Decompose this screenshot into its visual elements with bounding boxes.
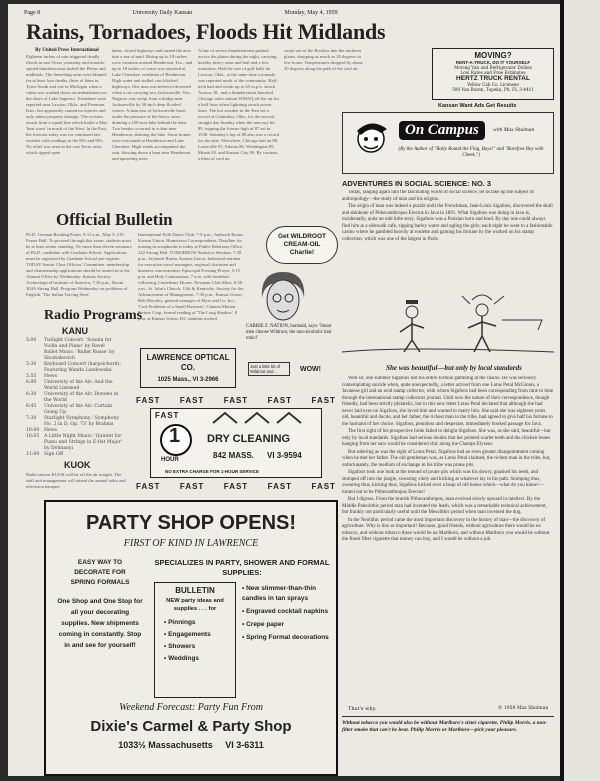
party-items-list bbox=[158, 617, 232, 665]
fast-label: FAST bbox=[267, 482, 293, 491]
radio-program-time: 6:30 bbox=[26, 392, 37, 397]
byline: By United Press International bbox=[35, 48, 99, 53]
fast-label: FAST bbox=[311, 482, 336, 491]
radio-program-row bbox=[26, 404, 126, 416]
radio-program-text: Ballet Music: 'Ballet Russe' by Shostakovich bbox=[44, 350, 115, 361]
bullet-icon: • bbox=[242, 634, 247, 641]
column-paragraph-2: The origin of man was indeed a puzzle until the Frenchman, Jean-Louis Sigafoos, discovered the skull and shinbone of Pithecanthropus Erectus in Java in 1891. What Sigafoos was doing in Java is, incidentally, quite an odd little story. Sigafoos was a Parisian born and bred. By day one could always find him at a sidewalk cafe, sipping barley water and ogling the girls; each night he went to a fashionable casino where he gambled heavily at roulette and gaining his fortune by the worked on his stamp collection, which was one of the largest in Paris. bbox=[342, 204, 553, 242]
party-store-name: Dixie's Carmel & Party Shop bbox=[90, 718, 292, 735]
column-footer-ad: Without tobacco you would also be without Marlboro's sister cigarette, Philip Morris, a non-filter smoke that can't be beat. Philip Morris or Marlboro—pick your pleasure. bbox=[342, 716, 554, 734]
story-col-4: swept out of the Rockies into the northern plains, dropping as much as 20 degrees in few hours. Temperatures dropped by about 20 degrees along the path of the cool air. bbox=[284, 48, 363, 71]
radio-kanu: KANU bbox=[62, 326, 88, 336]
radio-program-time: 10:05 bbox=[26, 434, 40, 439]
radio-program-row bbox=[26, 416, 126, 428]
party-item-right-label: Crepe paper bbox=[246, 621, 285, 628]
column-paragraph-5: But sobering as was the sight of Lotus Petal, Sigafoos had an even greater disappointment coming when he met her father. The old gentleman was, as Lotus Petal claimed, the richest man in the tribe, but, unfortunately, the medium of exchange in his tribe was prune pits. bbox=[342, 449, 551, 468]
party-item bbox=[158, 629, 232, 641]
moving-line-6: 500 Van Buren, Topeka, Ph. FL 3-4411 bbox=[452, 87, 534, 92]
radio-program-text: University of the Air: And the World Listened bbox=[44, 380, 113, 391]
radio-program-text: A Little Night Music: 'Quintet for Piano and Strings in E-flat Major' by Dohnanyi bbox=[44, 434, 123, 451]
party-item bbox=[158, 653, 232, 665]
cleaning-service: DRY CLEANING bbox=[207, 433, 291, 445]
party-item-label: Engagements bbox=[168, 631, 211, 638]
radio-program-text: University of the Air: Dorsets in the World bbox=[44, 392, 119, 403]
cleaning-phone: VI 3-9594 bbox=[267, 451, 302, 460]
wildroot-caption: CARRIE Z. NATION, barmaid, says: 'Smart men choose Wildroot, the non-alcoholic hair tonic!' bbox=[246, 324, 332, 341]
woman-portrait-icon bbox=[256, 268, 310, 324]
radio-program-time: 5:55 bbox=[26, 374, 37, 379]
radio-title: Radio Programs bbox=[44, 308, 143, 323]
wildroot-tag-1: Just a little bit of Wildroot and... bbox=[248, 362, 290, 376]
oncampus-author: with Max Shulman bbox=[493, 127, 535, 133]
party-item-label: Showers bbox=[168, 643, 196, 650]
radio-program-row bbox=[26, 338, 126, 350]
party-item-right bbox=[242, 607, 334, 617]
oncampus-title: On Campus bbox=[399, 121, 485, 140]
column-paragraph-8: In the Neolithic period came the most important discovery in the history of man—the discovery of agriculture. Why is this so important? Because, good friends, without agriculture there would be no tobacco, and without tobacco there would be no Marlboro, and without Marlboro you would be without the finest filter cigarette that money can buy, and I would be without a job. bbox=[342, 517, 550, 542]
ad-moving bbox=[432, 48, 554, 100]
fast-label: FAST bbox=[223, 396, 249, 405]
radio-program-row bbox=[26, 392, 126, 404]
fast-label: FAST bbox=[179, 482, 205, 491]
wildroot-bubble: Get WILDROOT CREAM-OIL Charlie! bbox=[266, 226, 338, 264]
bullet-icon: • bbox=[242, 608, 247, 615]
cartoon-illustration bbox=[342, 290, 554, 372]
radio-program-time: 10:00 bbox=[26, 428, 40, 433]
bullet-icon: • bbox=[164, 631, 169, 638]
cleaning-panel bbox=[150, 408, 322, 478]
moving-line-2: Moving Van and Refrigerator Dollies bbox=[454, 65, 532, 70]
column-paragraph-6: Sigafoos took one look at the mound of prune pits which was his dowry, gnashed his teeth, and stomped off into the jungle, swearing vilely and kicking at whatever lay in his path. Stomping thus, swearing thus, kicking thus, Sigafoos kicked over a heap of old bones which—what do you know!—turned out to be Pithecanthropus Erectus! bbox=[342, 470, 544, 495]
page-number: Page 8 bbox=[24, 10, 41, 16]
radio-program-row bbox=[26, 350, 126, 362]
newspaper-page bbox=[8, 4, 560, 776]
party-bulletin-box bbox=[154, 582, 236, 698]
party-item bbox=[158, 641, 232, 653]
radio-program-time: 5:00 bbox=[26, 338, 37, 343]
cartoon-drawing-icon bbox=[342, 290, 554, 360]
party-left-line-2: DECORATE FOR bbox=[74, 569, 126, 576]
ad-party-shop bbox=[44, 500, 338, 776]
cleaning-address: 842 MASS. bbox=[213, 451, 254, 460]
party-item-right-label: Spring Formal decorations bbox=[246, 634, 329, 641]
bullet-icon: • bbox=[242, 585, 247, 592]
cleaning-extra: NO EXTRA CHARGE FOR 1-HOUR SERVICE bbox=[165, 469, 260, 474]
bullet-icon: • bbox=[164, 655, 169, 662]
moving-title: MOVING? bbox=[474, 51, 512, 60]
party-specializes: SPECIALIZES IN PARTY, SHOWER AND FORMAL SUPPLIES: bbox=[154, 558, 330, 577]
party-item-right bbox=[242, 620, 334, 630]
oncampus-banner bbox=[342, 112, 554, 174]
moving-line-1: RENT-A-TRUCK, DO IT YOURSELF bbox=[455, 60, 531, 65]
party-address: 1033½ Massachusetts VI 3-6311 bbox=[118, 740, 264, 750]
bulletin-right: International Folk Dance Club, 7-9 p.m., Jayhawk Room, Kansas Union. Hometown Correspondents. Deadline for turning in scrapbooks is today at Public Relations Office, 222 Strong Hall. TOMORROW Statistics Seminar, 7:30 p.m., Jayhawk Room, Kansas Union. Industrial seminar for executive travel managers, regional chairmen and business concentration. Episcopal Evening Prayer, 5:15 p.m. and Holy Communion, 7 a.m. with breakfast following, Canterbury House. Newman Club Mass, 6:30 a.m., St. John's Church, 11th & Kentucky. Society for the Advancement of Management, 7:30 p.m., Kansas Union, Bob Moorley, general manager of Myer and Co. Inc., 'Cost Problems of a Small Business'. Cinema Motion Picture Corp. formal reading of 'The Long Shadow', 8 p.m. at Kansas Union. KU students invited. bbox=[138, 232, 244, 321]
cleaning-fast: FAST bbox=[155, 411, 180, 420]
want-ads-note: Kansan Want Ads Get Results bbox=[438, 103, 517, 109]
column-body bbox=[342, 376, 554, 704]
party-item-right-label: Engraved cocktail napkins bbox=[246, 608, 329, 615]
radio-program-time: 6:00 bbox=[26, 380, 37, 385]
party-item bbox=[158, 617, 232, 629]
party-item-right bbox=[242, 584, 334, 604]
radio-program-time: 11:00 bbox=[26, 452, 40, 457]
radio-program-text: News bbox=[44, 374, 58, 379]
radio-program-time: 5:30 bbox=[26, 362, 37, 367]
copyright: © 1959 Max Shulman bbox=[498, 706, 549, 711]
ad-lawrence-optical bbox=[140, 348, 236, 388]
fast-label: FAST bbox=[311, 396, 336, 405]
fast-label: FAST bbox=[179, 396, 205, 405]
radio-program-text: Twilight Concert: 'Sonata for Violin and Piano' by Ravel bbox=[44, 338, 112, 349]
moving-line-5: Yellow Cab Co. Licensee bbox=[467, 82, 519, 87]
column-paragraph-3: Well sir, one summer Sigafoos lost his entire fortune gambling at the casino. He was seriously contemplating suicide when, quite unexpectedly, a letter arrived from one Lotus Petal McGinnis, a Javanese girl and an avid stamp collector, with whom Sigafoos had been corresponding from time to time through the international stamp collectors journal. Until now the nature of their correspondence, though friendly, had been strictly philatelic, but in this new letter Lotus Petal declared that although she had never laid eyes on Sigafoos, she loved him and wanted to marry him. She said she was eighteen years old, beautiful and docile, and her father, the richest man in the tribe, had agreed to give half his fortune to the husband of her choice. Sigafoos, penniless and desperate, immediately booked passage for Java. bbox=[342, 376, 554, 427]
fast-row-bottom bbox=[136, 482, 336, 491]
party-left-line-3: SPRING FORMALS bbox=[70, 579, 130, 586]
ad-dry-cleaning bbox=[136, 396, 336, 494]
bullet-icon: • bbox=[164, 619, 169, 626]
column-paragraph-1: Today, ranging again into the fascinating world of social science, let us take up the subject of anthropology—the study of man and his origins. bbox=[342, 190, 534, 202]
column-paragraph-7: But I digress. From the brutish Pithecanthropus, man evolved slowly upward in intellect. By the Middle Paleolithic period man had invented the leash, which was a remarkable technical achievement, but frankly not particularly useful until the Mesolithic period when man invented the dog. bbox=[342, 497, 547, 515]
radio-program-text: Keyboard Concert (harpsichord): Featuring Wanda Landowska bbox=[44, 362, 121, 373]
cartoon-head-icon bbox=[351, 117, 391, 157]
oncampus-subtitle: (By the Author of "Rally Round the Flag, Boys!" and "Barefoot Boy with Cheek.") bbox=[398, 147, 544, 158]
party-left-text: One Shop and One Stop for all your decorating supplies. New shipments coming in constantly. Stop in and see for yourself! bbox=[57, 598, 143, 649]
bulletin-left: Ph.D. German Reading Exam. 9-11 a.m., May 9, 215 Fraser Hall. To proceed through this exam, students must be at least senior standing. No more than eleven seminars of Ph.D. candidate with Graduate School. Applications must be registered by Graduate School pre-register. TODAY Senior Class Officers' Committee, membership and chairmanship applications should be turned in to the Alumni Office by Wednesday. Kansas Society Archeological Institute of America, 7:30 p.m., Room 304A Strong Hall. Program Wednesday on problems of English, 'The Italian Tracing Sites'. bbox=[26, 232, 132, 297]
radio-program-time bbox=[26, 350, 44, 362]
party-title: PARTY SHOP OPENS! bbox=[85, 512, 297, 534]
moving-line-3: Low Rates and Free Estimates bbox=[460, 70, 526, 75]
fast-label: FAST bbox=[223, 482, 249, 491]
issue-date: Monday, May 4, 1959 bbox=[284, 10, 338, 16]
radio-program-row bbox=[26, 434, 126, 452]
bulletin-title: Official Bulletin bbox=[56, 210, 173, 229]
story-col-1 bbox=[26, 48, 108, 206]
bullet-icon: • bbox=[242, 621, 247, 628]
radio-program-time: 6:45 bbox=[26, 404, 37, 409]
radio-program-row bbox=[26, 380, 126, 392]
column-paragraph-4: The first sight of his prospective bride failed to delight Sigafoos. She was, as she said, beautiful—but only by local standards. Sigafoos had serious doubts that her pointed scarlet teeth and the chicken bones hanging from her ears would be considered chic along the Champs Elysees. bbox=[342, 429, 551, 447]
party-left-block bbox=[56, 558, 144, 651]
headline: Rains, Tornadoes, Floods Hit Midlands bbox=[26, 19, 386, 44]
optical-address: 1025 Mass., VI 3-2966 bbox=[157, 377, 219, 383]
fast-label: FAST bbox=[267, 396, 293, 405]
party-bulletin-sub: NEW party ideas and supplies . . . for bbox=[166, 598, 224, 612]
fast-label: FAST bbox=[136, 482, 161, 491]
radio-program-time: 7:30 bbox=[26, 416, 37, 421]
radio-program-row bbox=[26, 362, 126, 374]
ad-wildroot bbox=[246, 226, 338, 386]
radio-program-text: Starlight Symphony: 'Symphony No. 2 in D, Op. 73' by Brahms bbox=[44, 416, 119, 427]
party-item-right-label: New slimmer-than-thin candles in tan sprays bbox=[242, 585, 317, 602]
cartoon-caption: She was beautiful—but only by local standards bbox=[386, 364, 522, 372]
radio-program-text: University of the Air: Curtain Going Up bbox=[44, 404, 113, 415]
story-col-2: dams, closed highways and turned the area into a sea of mud. Rising up to 18 inches were common around Henderson, Tex., and up to 18 inches of water was reported at Lake Cherokee, northeast of Henderson. High water and stalled cars blocked highways. One man was believed drowned when a car carrying two Jacksonville, Tex., Negroes was swept from a bridge near Jacksonville by 30-inch deep flooded waters. A dam east of Jacksonville burst under the pressure of the heavy rains, draining a 100-acre lake behind the dam. Two breaks occurred in a dam near Henderson, draining the lake. Some homes were evacuated at Henderson and Lake Cherokee. High winds accompanied the rain, blowing down a barn near Henderson and uprooting trees. bbox=[112, 48, 193, 161]
wildroot-tag-2: WOW! bbox=[300, 366, 321, 373]
fast-label: FAST bbox=[136, 396, 161, 405]
story-col-3: A line of severe thunderstorms pushed across the plains during the night, carrying healthy heavy rains and hail and a few tornadoes. Hail the size of golf balls hit Lawton, Okla., at the same time a tornado was reported north of the community. Half-inch hail and winds up to 65 m.p.h. struck Aurora, Ill., and a thunderstorm knocked Chicago radio station WMAQ off the air for a half hour when lightning struck power lines. The hot weather in the East set a record at Columbus, Ohio, for the second straight day Sunday when the mercury hit 89, topping the former high of 87 set in 1938. Saturday's top of 88 also was a record for the date. Elsewhere, Chicago had an 88, Louisville 91, Atlanta 86, Washington 85, Miami 83, and Kansas City 90. By contrast, a blast of cool air bbox=[198, 48, 280, 161]
moving-hertz: HERTZ TRUCK RENTAL bbox=[456, 75, 530, 82]
radio-kuok: KUOK bbox=[64, 460, 91, 470]
radio-kuok-text: Radio station KUOK will be off the air tonight. The staff and management will attend the annual radio and television banquet. bbox=[26, 472, 126, 489]
party-left-line-1: EASY WAY TO bbox=[77, 559, 123, 566]
party-weekend: Weekend Forecast: Party Fun From bbox=[119, 702, 263, 713]
story-text-1: Eighteen inches of rain triggered deadly floods in east Texas yesterday and tornado-spitted thunderstorms lashed the Plains and midlands. The drenching rains were blamed for at least four deaths, three of them in Tyrus South and one in Michigan when a cabin was washed down an embankment on the shore of Lake Superior. Tornadoes were reported near Lawton, Okla., and Freeman, Kan., but apparently caused no injuries and only minor property damage. The twisters struck from a squall line which broke a May 'heat wave' in much of the West. In the East, the forecast today was for continued fair weather with readings in the 80's and 90's. No relief was seen in the east Texas rains which ripped open bbox=[26, 54, 108, 155]
paper-name: University Daily Kansan bbox=[132, 10, 193, 16]
next-page-edge bbox=[564, 0, 600, 781]
party-item-label: Weddings bbox=[168, 655, 200, 662]
column-title: ADVENTURES IN SOCIAL SCIENCE: NO. 3 bbox=[342, 179, 491, 188]
radio-program-text: Sign Off bbox=[44, 452, 64, 457]
party-items-right bbox=[242, 584, 334, 646]
party-item-right bbox=[242, 633, 334, 643]
hour-number: 1 bbox=[169, 425, 181, 447]
hour-word: HOUR bbox=[161, 457, 179, 463]
radio-program-list bbox=[26, 338, 126, 458]
party-bulletin-title: BULLETIN bbox=[175, 586, 215, 595]
party-subtitle: FIRST OF KIND IN LAWRENCE bbox=[123, 538, 259, 549]
fast-row-top bbox=[136, 396, 336, 405]
column-signoff: That's why. bbox=[348, 706, 377, 712]
radio-program-row bbox=[26, 452, 126, 458]
cleaning-decoration-icon bbox=[211, 411, 307, 425]
party-item-label: Pinnings bbox=[168, 619, 196, 626]
radio-program-text: News bbox=[44, 428, 58, 433]
bullet-icon: • bbox=[164, 643, 169, 650]
optical-name: LAWRENCE OPTICAL CO. bbox=[146, 353, 230, 372]
